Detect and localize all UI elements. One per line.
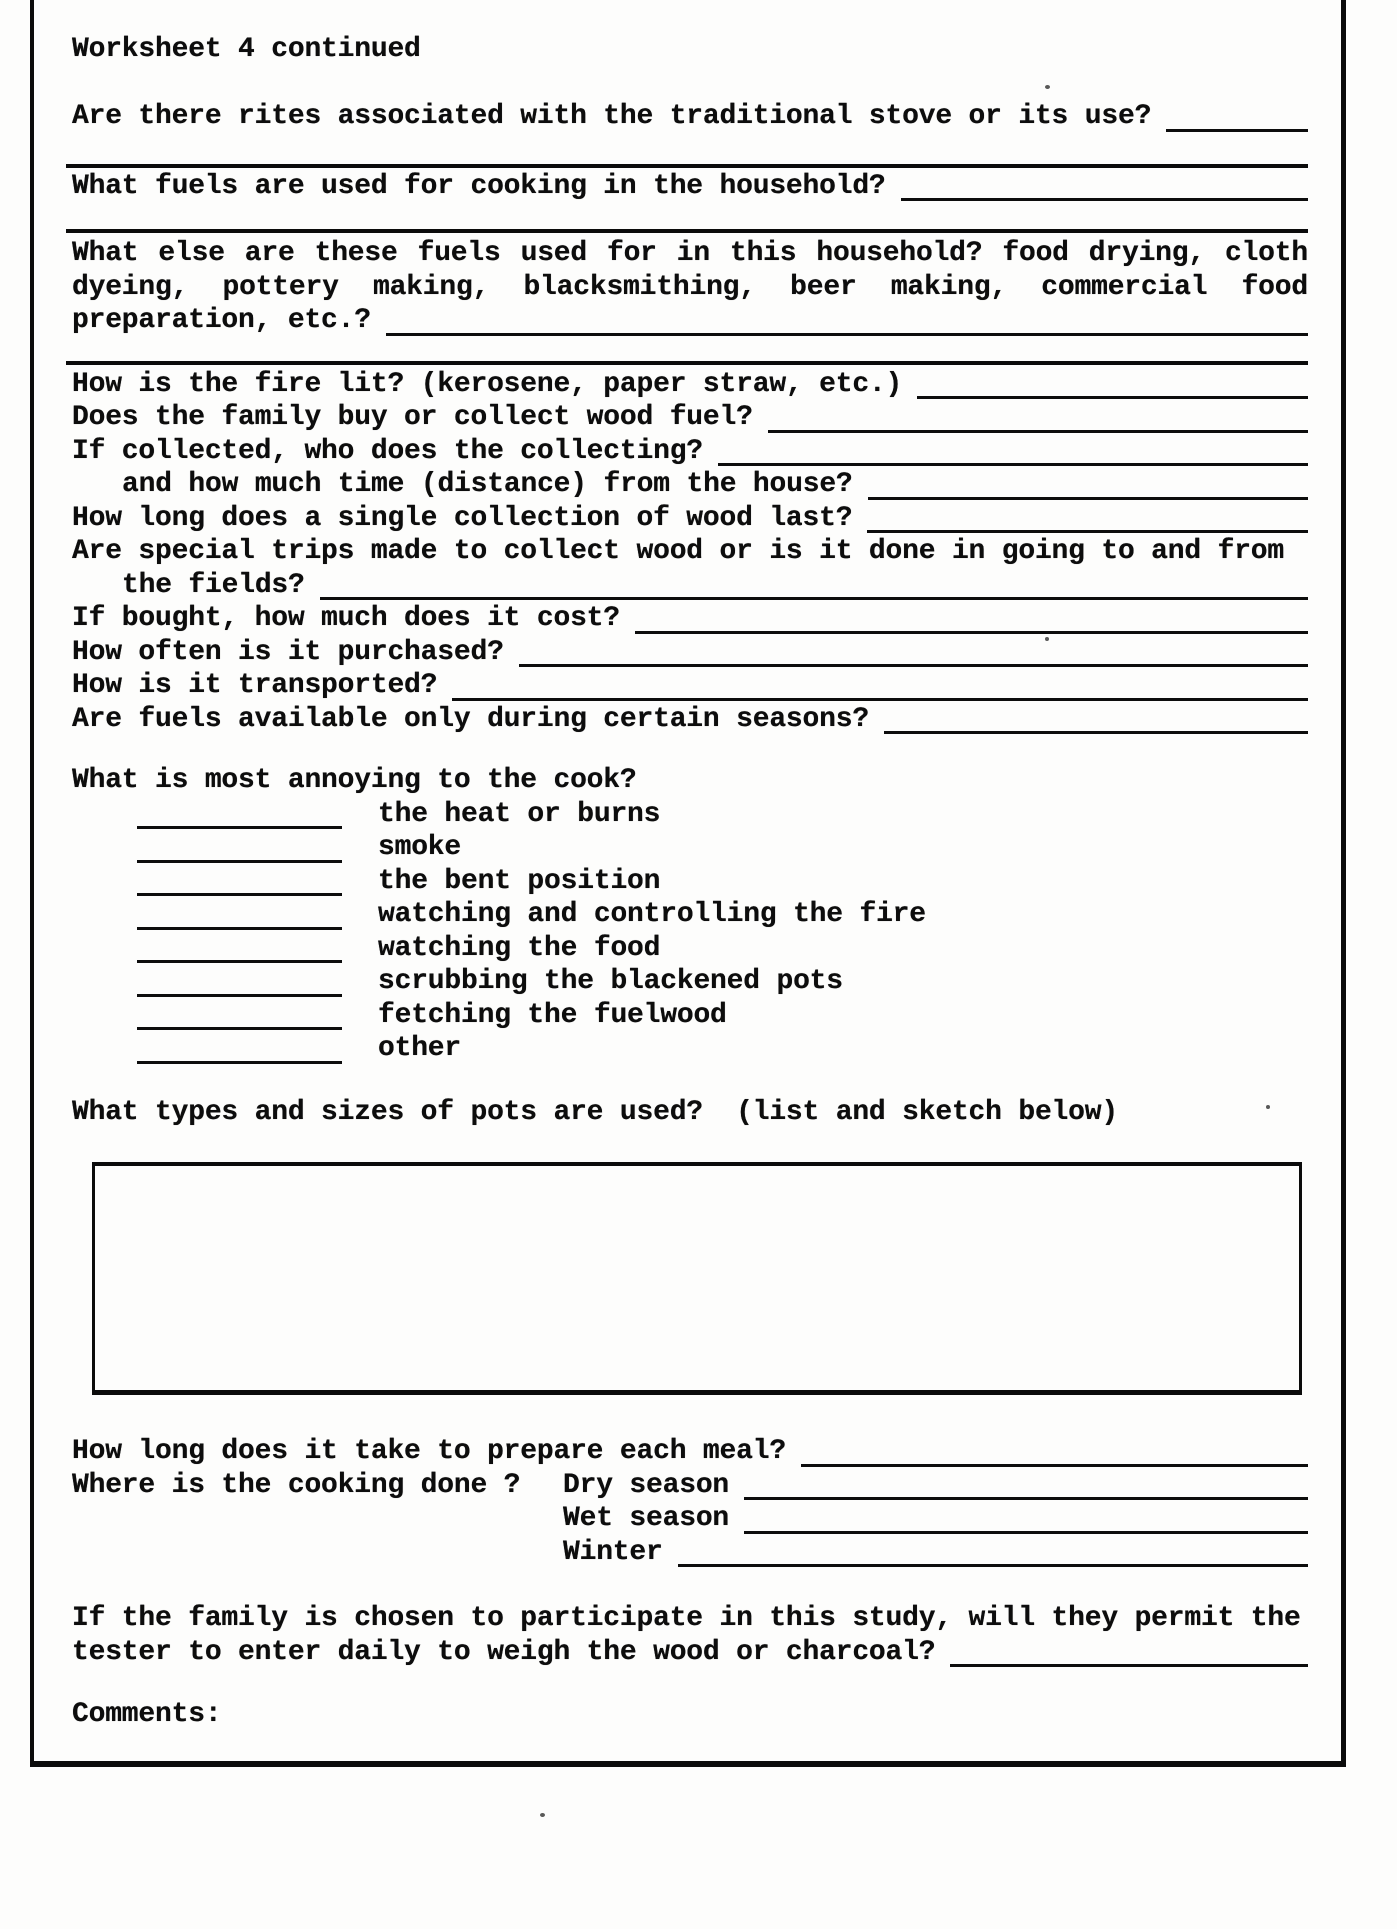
question-fuels-row (72, 170, 1308, 204)
page-content (72, 33, 1308, 1732)
answer-blank-seasonal-fuels[interactable] (884, 703, 1308, 735)
pots-sketch-box[interactable] (92, 1162, 1302, 1395)
annoying-rank-blank[interactable] (137, 932, 342, 964)
annoying-heading: What is most annoying to the cook? (72, 765, 637, 796)
annoying-item-label: scrubbing the blackened pots (378, 966, 843, 997)
answer-blank-rites[interactable] (1166, 100, 1308, 132)
season-label-dry: Dry season (563, 1469, 730, 1501)
annoying-item-row (72, 999, 1308, 1033)
section-divider (66, 361, 1308, 365)
answer-blank-other-uses[interactable] (386, 304, 1308, 336)
question-purchase-frequency: How often is it purchased? (72, 636, 504, 668)
scan-speck (1045, 637, 1049, 641)
question-rites-row (72, 100, 1308, 134)
answer-blank-purchase-frequency[interactable] (519, 636, 1308, 668)
annoying-item-label: the bent position (378, 865, 661, 897)
answer-blank-who-collects[interactable] (718, 435, 1308, 467)
answer-blank-the-fields[interactable] (320, 569, 1308, 601)
question-seasonal-fuels: Are fuels available only during certain seasons? (72, 703, 869, 735)
question-rites: Are there rites associated with the traditional stove or its use? (72, 101, 1152, 132)
question-the-fields: the fields? (122, 569, 305, 601)
answer-blank-meal-time[interactable] (801, 1435, 1308, 1467)
answer-blank-cost[interactable] (635, 602, 1308, 634)
season-label-wet: Wet season (563, 1503, 730, 1534)
meals-section (72, 1435, 1308, 1569)
question-other-uses-line3-row (72, 304, 1308, 338)
answer-blank-buy-collect[interactable] (768, 401, 1308, 433)
question-buy-collect: Does the family buy or collect wood fuel? (72, 402, 753, 433)
annoying-item-row (72, 798, 1308, 832)
answer-blank-winter[interactable] (678, 1536, 1308, 1568)
scan-speck (1266, 1105, 1270, 1109)
annoying-item-row (72, 831, 1308, 865)
question-pots: What types and sizes of pots are used? (list and sketch below) (72, 1096, 1118, 1128)
comments-label: Comments: (72, 1699, 222, 1730)
question-time-distance-row (72, 468, 1308, 502)
fuel-question-list (72, 368, 1308, 737)
spacer (72, 1502, 563, 1536)
question-cooking-location: Where is the cooking done ? (72, 1469, 521, 1501)
answer-blank-participation[interactable] (950, 1636, 1308, 1668)
annoying-item-row (72, 932, 1308, 966)
annoying-rank-blank[interactable] (137, 999, 342, 1031)
question-time-distance: and how much time (distance) from the house? (122, 469, 853, 500)
annoying-item-label: watching the food (378, 932, 661, 964)
annoying-item-row (72, 898, 1308, 932)
question-other-uses-line1: What else are these fuels used for in this household? food drying, cloth (72, 238, 1308, 269)
participation-section (72, 1602, 1308, 1669)
question-meal-time: How long does it take to prepare each meal? (72, 1436, 786, 1467)
question-cost: If bought, how much does it cost? (72, 603, 620, 634)
question-collection-last-row (72, 502, 1308, 536)
scan-speck (540, 1813, 545, 1817)
answer-blank-dry-season[interactable] (744, 1469, 1308, 1501)
season-label-winter: Winter (563, 1536, 663, 1568)
annoying-rank-blank[interactable] (137, 831, 342, 863)
question-who-collects-row (72, 435, 1308, 469)
participation-line2-row (72, 1636, 1308, 1670)
annoying-item-label: smoke (378, 832, 462, 863)
question-collection-last: How long does a single collection of wood last? (72, 502, 853, 534)
question-other-uses-line3: preparation, etc.? (72, 305, 371, 336)
annoying-item-label: fetching the fuelwood (378, 999, 727, 1031)
answer-blank-fuels[interactable] (901, 170, 1308, 202)
answer-blank-time-distance[interactable] (868, 468, 1308, 500)
question-buy-collect-row (72, 401, 1308, 435)
question-transport-row (72, 669, 1308, 703)
winter-row (72, 1536, 1308, 1570)
participation-line2: tester to enter daily to weigh the wood or charcoal? (72, 1636, 936, 1668)
question-special-trips: Are special trips made to collect wood or is it done in going to and from (72, 536, 1284, 567)
answer-blank-transport[interactable] (452, 669, 1308, 701)
question-cost-row (72, 602, 1308, 636)
answer-blank-wet-season[interactable] (744, 1502, 1308, 1534)
wet-season-row (72, 1502, 1308, 1536)
spacer (72, 1536, 563, 1570)
question-purchase-frequency-row (72, 636, 1308, 670)
annoying-rank-blank[interactable] (137, 898, 342, 930)
annoying-checklist (72, 798, 1308, 1066)
annoying-rank-blank[interactable] (137, 965, 342, 997)
question-other-uses-line2: dyeing, pottery making, blacksmithing, beer making, commercial food (72, 271, 1308, 303)
annoying-item-row (72, 1032, 1308, 1066)
participation-line1: If the family is chosen to participate in this study, will they permit the (72, 1603, 1301, 1634)
annoying-rank-blank[interactable] (137, 1032, 342, 1064)
annoying-item-label: watching and controlling the fire (378, 899, 926, 930)
spacer (72, 67, 1308, 101)
answer-blank-collection-last[interactable] (867, 502, 1308, 534)
annoying-rank-blank[interactable] (137, 798, 342, 830)
page-title: Worksheet 4 continued (72, 34, 421, 65)
question-other-uses (72, 237, 1308, 338)
question-transport: How is it transported? (72, 670, 438, 701)
annoying-item-label: other (378, 1033, 462, 1064)
question-cooking-location-row (72, 1469, 1308, 1503)
question-who-collects: If collected, who does the collecting? (72, 435, 703, 467)
answer-blank-fire-lit[interactable] (917, 368, 1308, 400)
question-meal-time-row (72, 1435, 1308, 1469)
annoying-item-label: the heat or burns (378, 798, 661, 830)
question-fire-lit: How is the fire lit? (kerosene, paper straw, etc.) (72, 368, 903, 400)
question-fuels: What fuels are used for cooking in the household? (72, 170, 886, 202)
section-divider (66, 164, 1308, 168)
question-special-trips-row (72, 535, 1308, 569)
question-seasonal-fuels-row (72, 703, 1308, 737)
scan-speck (1045, 85, 1050, 89)
annoying-item-row (72, 865, 1308, 899)
question-fire-lit-row (72, 368, 1308, 402)
question-the-fields-row (72, 569, 1308, 603)
annoying-item-row (72, 965, 1308, 999)
annoying-rank-blank[interactable] (137, 865, 342, 897)
section-divider (66, 229, 1308, 233)
